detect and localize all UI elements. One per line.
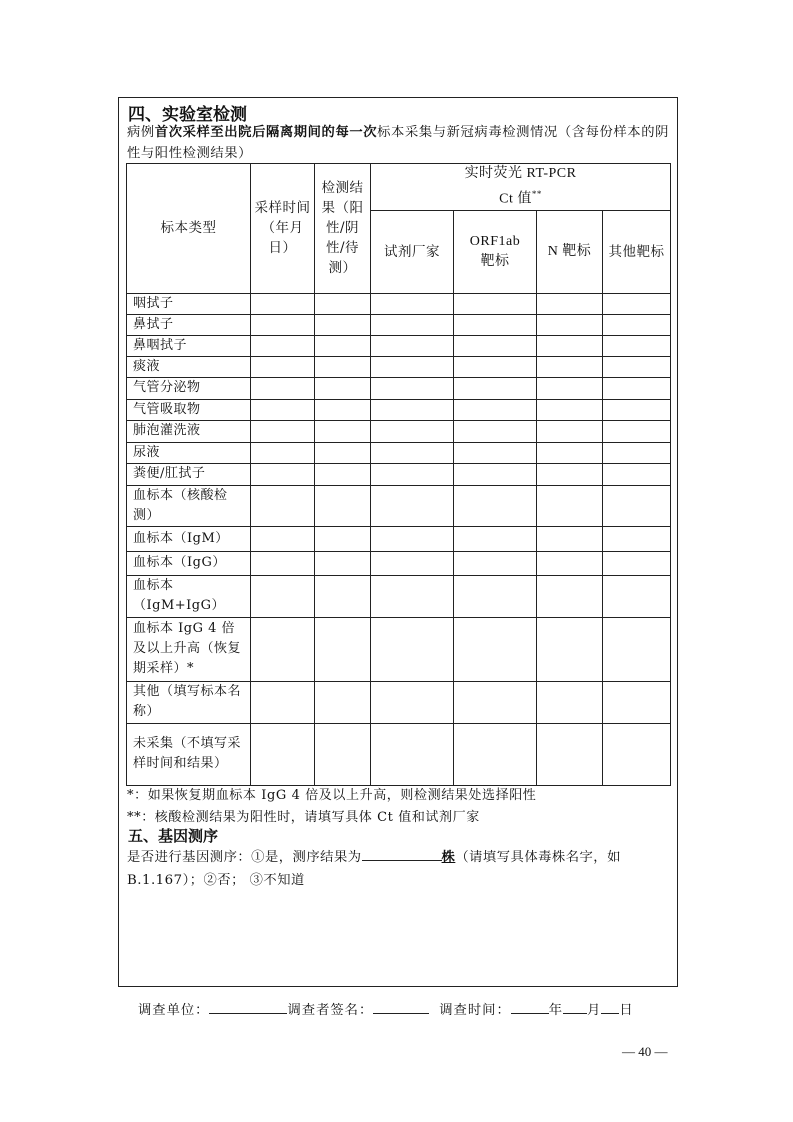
sample-date-cell[interactable] (251, 399, 315, 420)
sample-type-label: 血标本（IgG） (127, 551, 251, 575)
footnote-1: *：如果恢复期血标本 IgG 4 倍及以上升高，则检测结果处选择阳性 (127, 788, 537, 803)
other-ct-cell[interactable] (603, 617, 671, 681)
test-result-cell[interactable] (315, 617, 371, 681)
n-ct-cell[interactable] (537, 335, 603, 356)
survey-unit-field[interactable] (209, 999, 287, 1014)
test-result-cell[interactable] (315, 551, 371, 575)
table-row (127, 335, 671, 356)
sample-type-label: 痰液 (127, 356, 251, 377)
other-ct-cell[interactable] (603, 463, 671, 485)
month-field[interactable] (563, 999, 587, 1014)
other-ct-cell[interactable] (603, 293, 671, 314)
orf1ab-ct-cell[interactable] (454, 723, 537, 785)
reagent-maker-cell[interactable] (371, 399, 454, 420)
lab-test-table (126, 163, 671, 786)
table-row (127, 575, 671, 617)
header-sample-date: 采样时间（年月日） (251, 164, 315, 294)
table-row (127, 617, 671, 681)
reagent-maker-cell[interactable] (371, 335, 454, 356)
other-ct-cell[interactable] (603, 377, 671, 399)
surveyor-signature-field[interactable] (373, 999, 429, 1014)
other-ct-cell[interactable] (603, 723, 671, 785)
table-row (127, 551, 671, 575)
strain-label: 株 (441, 850, 456, 865)
table-row (127, 723, 671, 785)
footnote-marker: ** (531, 189, 542, 199)
intro-text-emphasis: 首次采样至出院后隔离期间的每一次 (154, 125, 378, 140)
survey-time-label: 调查时间： (439, 1003, 511, 1018)
orf1ab-ct-cell[interactable] (454, 526, 537, 551)
table-row (127, 377, 671, 399)
header-sample-type: 标本类型 (127, 164, 251, 294)
header-other-target: 其他靶标 (603, 210, 671, 293)
header-n-target: N 靶标 (537, 210, 603, 293)
sample-type-label: 气管吸取物 (127, 399, 251, 420)
other-ct-cell[interactable] (603, 356, 671, 377)
section-4-title: 四、实验室检测 (128, 105, 247, 125)
test-result-cell[interactable] (315, 356, 371, 377)
reagent-maker-cell[interactable] (371, 681, 454, 723)
header-test-result: 检测结果（阳性/阴性/待测） (315, 164, 371, 294)
sample-date-cell[interactable] (251, 681, 315, 723)
orf1ab-ct-cell[interactable] (454, 377, 537, 399)
table-row (127, 681, 671, 723)
other-ct-cell[interactable] (603, 485, 671, 526)
orf1ab-ct-cell[interactable] (454, 293, 537, 314)
other-ct-cell[interactable] (603, 442, 671, 463)
n-ct-cell[interactable] (537, 681, 603, 723)
reagent-maker-cell[interactable] (371, 314, 454, 335)
test-result-cell[interactable] (315, 485, 371, 526)
sample-type-label: 气管分泌物 (127, 377, 251, 399)
reagent-maker-cell[interactable] (371, 420, 454, 442)
sample-type-label: 鼻咽拭子 (127, 335, 251, 356)
table-row (127, 356, 671, 377)
sequencing-question: 是否进行基因测序：①是，测序结果为 株（请填写具体毒株名字，如 B.1.167）；②否； ③不知道 (127, 846, 672, 892)
test-result-cell[interactable] (315, 377, 371, 399)
test-result-cell[interactable] (315, 575, 371, 617)
n-ct-cell[interactable] (537, 551, 603, 575)
table-row (127, 463, 671, 485)
orf1ab-ct-cell[interactable] (454, 463, 537, 485)
sample-type-label: 尿液 (127, 442, 251, 463)
other-ct-cell[interactable] (603, 420, 671, 442)
n-ct-cell[interactable] (537, 442, 603, 463)
sample-date-cell[interactable] (251, 723, 315, 785)
table-row (127, 442, 671, 463)
sample-date-cell[interactable] (251, 335, 315, 356)
header-orf1ab-target: ORF1ab 靶标 (454, 210, 537, 293)
reagent-maker-cell[interactable] (371, 356, 454, 377)
strain-name-field[interactable] (362, 846, 442, 861)
section-4-intro (127, 122, 672, 164)
orf1ab-ct-cell[interactable] (454, 442, 537, 463)
n-ct-cell[interactable] (537, 463, 603, 485)
sample-date-cell[interactable] (251, 617, 315, 681)
sample-date-cell[interactable] (251, 420, 315, 442)
sample-date-cell[interactable] (251, 293, 315, 314)
header-reagent-maker: 试剂厂家 (371, 210, 454, 293)
other-ct-cell[interactable] (603, 526, 671, 551)
n-ct-cell[interactable] (537, 356, 603, 377)
sample-type-label: 血标本 IgG 4 倍及以上升高（恢复期采样）* (127, 617, 251, 681)
header-rt-pcr (371, 164, 671, 211)
orf1ab-ct-cell[interactable] (454, 681, 537, 723)
sample-date-cell[interactable] (251, 485, 315, 526)
reagent-maker-cell[interactable] (371, 575, 454, 617)
page-number: — 40 — (622, 1044, 668, 1059)
day-field[interactable] (601, 999, 619, 1014)
test-result-cell[interactable] (315, 314, 371, 335)
sample-type-label: 鼻拭子 (127, 314, 251, 335)
n-ct-cell[interactable] (537, 399, 603, 420)
section-5-title: 五、基因测序 (128, 827, 219, 845)
surveyor-signature-label: 调查者签名： (287, 1003, 374, 1018)
orf1ab-ct-cell[interactable] (454, 575, 537, 617)
table-row (127, 485, 671, 526)
orf1ab-ct-cell[interactable] (454, 617, 537, 681)
survey-footer: 调查单位： 调查者签名： 调查时间： 年 月 日 (138, 999, 634, 1018)
other-ct-cell[interactable] (603, 681, 671, 723)
sample-date-cell[interactable] (251, 377, 315, 399)
sample-type-label: 其他（填写标本名称） (127, 681, 251, 723)
sample-type-label: 血标本（核酸检测） (127, 485, 251, 526)
sample-date-cell[interactable] (251, 442, 315, 463)
sample-type-label: 咽拭子 (127, 293, 251, 314)
header-rt-pcr-title: 实时荧光 RT-PCR (464, 166, 577, 181)
reagent-maker-cell[interactable] (371, 377, 454, 399)
sample-date-cell[interactable] (251, 575, 315, 617)
reagent-maker-cell[interactable] (371, 442, 454, 463)
sample-type-label: 血标本（IgM） (127, 526, 251, 551)
sample-date-cell[interactable] (251, 314, 315, 335)
orf1ab-ct-cell[interactable] (454, 485, 537, 526)
table-row (127, 526, 671, 551)
other-ct-cell[interactable] (603, 551, 671, 575)
test-result-cell[interactable] (315, 420, 371, 442)
reagent-maker-cell[interactable] (371, 463, 454, 485)
n-ct-cell[interactable] (537, 526, 603, 551)
test-result-cell[interactable] (315, 399, 371, 420)
reagent-maker-cell[interactable] (371, 485, 454, 526)
sample-date-cell[interactable] (251, 356, 315, 377)
test-result-cell[interactable] (315, 723, 371, 785)
orf1ab-ct-cell[interactable] (454, 399, 537, 420)
sample-date-cell[interactable] (251, 526, 315, 551)
reagent-maker-cell[interactable] (371, 617, 454, 681)
header-ct-value: Ct 值** (499, 189, 542, 207)
reagent-maker-cell[interactable] (371, 293, 454, 314)
table-row (127, 293, 671, 314)
test-result-cell[interactable] (315, 335, 371, 356)
test-result-cell[interactable] (315, 293, 371, 314)
survey-unit-label: 调查单位： (138, 1003, 210, 1018)
orf1ab-ct-cell[interactable] (454, 314, 537, 335)
sample-date-cell[interactable] (251, 463, 315, 485)
n-ct-cell[interactable] (537, 723, 603, 785)
reagent-maker-cell[interactable] (371, 723, 454, 785)
reagent-maker-cell[interactable] (371, 551, 454, 575)
n-ct-cell[interactable] (537, 420, 603, 442)
test-result-cell[interactable] (315, 442, 371, 463)
other-ct-cell[interactable] (603, 575, 671, 617)
orf1ab-ct-cell[interactable] (454, 420, 537, 442)
sample-date-cell[interactable] (251, 551, 315, 575)
test-result-cell[interactable] (315, 526, 371, 551)
test-result-cell[interactable] (315, 463, 371, 485)
n-ct-cell[interactable] (537, 617, 603, 681)
orf1ab-ct-cell[interactable] (454, 551, 537, 575)
sample-type-label: 肺泡灌洗液 (127, 420, 251, 442)
n-ct-cell[interactable] (537, 293, 603, 314)
sample-type-label: 血标本（IgM+IgG） (127, 575, 251, 617)
other-ct-cell[interactable] (603, 314, 671, 335)
sample-type-label: 粪便/肛拭子 (127, 463, 251, 485)
orf1ab-ct-cell[interactable] (454, 335, 537, 356)
sample-type-label: 未采集（不填写采样时间和结果） (127, 723, 251, 785)
intro-text-a: 病例 (127, 125, 155, 140)
other-ct-cell[interactable] (603, 399, 671, 420)
table-row (127, 399, 671, 420)
orf1ab-ct-cell[interactable] (454, 356, 537, 377)
footnote-2: **：核酸检测结果为阳性时，请填写具体 Ct 值和试剂厂家 (127, 810, 480, 825)
n-ct-cell[interactable] (537, 377, 603, 399)
test-result-cell[interactable] (315, 681, 371, 723)
other-ct-cell[interactable] (603, 335, 671, 356)
n-ct-cell[interactable] (537, 485, 603, 526)
reagent-maker-cell[interactable] (371, 526, 454, 551)
n-ct-cell[interactable] (537, 314, 603, 335)
intro-text-c: 标本采集与新冠病毒检测情况（含每份样本的阴性与阳性检测结果） (127, 125, 669, 161)
year-field[interactable] (511, 999, 549, 1014)
table-row (127, 314, 671, 335)
table-row (127, 420, 671, 442)
n-ct-cell[interactable] (537, 575, 603, 617)
